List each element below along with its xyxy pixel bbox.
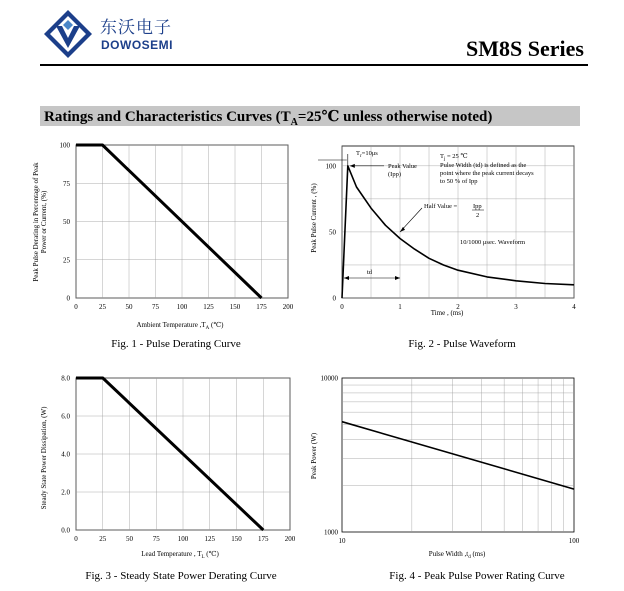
td-arrowhead-right [395,276,400,280]
x-tick-label: 100 [568,537,580,545]
y-tick-label: 10000 [320,374,338,383]
x-tick-label: 2 [456,303,460,311]
y-axis-label: Steady State Power Dissipation, (W) [40,406,48,510]
y-tick-label: 75 [63,179,70,188]
x-tick-label: 0 [74,303,78,311]
x-axis-label: Lead Temperature , $T_L$ (℃) [141,550,219,560]
y-tick-label: 0 [332,294,336,303]
y-axis-label: Peak Power (W) [310,432,318,480]
steady-state-power-chart [0,370,312,566]
y-tick-label: 6.0 [61,412,70,421]
pulse-derating-chart [0,138,312,334]
x-tick-label: 125 [203,303,214,311]
brand-name-english: DOWOSEMI [101,38,173,52]
company-logo [42,8,94,60]
figure-caption: Fig. 1 - Pulse Derating Curve [111,338,241,350]
td-label: td [367,269,373,276]
x-axis-label: Pulse Width $,t_d$ (ms) [428,550,486,560]
x-tick-label: 25 [99,535,107,543]
x-tick-label: 200 [282,303,294,311]
half-value-label: Half Value = [424,203,458,210]
x-tick-label: 150 [231,535,242,543]
figure-caption: Fig. 3 - Steady State Power Derating Curve [85,570,277,582]
x-tick-label: 0 [340,303,344,311]
series-title: SM8S Series [466,36,584,61]
junction-temp-label: $T_j = 25$ ℃ [440,153,468,162]
y-tick-label: 2.0 [61,488,70,497]
pulse-width-note: point where the peak current decays [440,170,534,177]
x-tick-label: 200 [284,535,296,543]
x-tick-label: 50 [126,535,133,543]
peak-value-label: Peak Value [388,162,417,170]
section-title: Ratings and Characteristics Curves ($T_A=25℃$ unless otherwise noted) [44,109,493,128]
pulse-width-note: Pulse Width (td) is defined as the [440,162,527,169]
header-divider [40,64,588,66]
y-tick-label: 0 [66,294,70,303]
x-tick-label: 150 [229,303,241,311]
pulse-width-note: to 50 % of Ipp [440,178,478,185]
x-tick-label: 100 [176,303,188,311]
y-tick-label: 50 [329,228,336,237]
x-tick-label: 175 [258,535,269,543]
x-tick-label: 175 [256,303,267,311]
y-tick-label: 50 [63,218,70,226]
y-tick-label: 100 [59,141,70,150]
y-tick-label: 8.0 [61,374,70,383]
pulse-waveform-chart [312,138,624,334]
x-axis-label: Ambient Temperature $,T_A$ (℃) [136,321,224,331]
peak-arrowhead [350,164,355,168]
x-tick-label: 0 [74,535,78,543]
brand-name-chinese: 东沃电子 [100,18,172,38]
half-value-numerator: Ipp [473,203,482,210]
rise-time-label: $T_r=10\mu s$ [356,150,378,159]
y-tick-label: 4.0 [61,450,70,459]
series-line [342,422,574,489]
td-arrowhead-left [344,276,349,280]
x-tick-label: 1 [398,303,402,311]
y-axis-label: Peak Pulse Current , (%) [310,183,318,253]
peak-power-rating-chart [312,370,624,566]
ylabel-line: Peak Pulse Derating in Percentage of Peak [32,162,40,282]
x-tick-label: 50 [125,303,133,311]
waveform-label: 10/1000 μsec. Waveform [460,239,526,246]
x-tick-label: 3 [514,303,518,311]
figure-caption: Fig. 2 - Pulse Waveform [408,338,516,350]
x-tick-label: 25 [99,303,106,311]
x-tick-label: 75 [152,303,159,311]
ylabel-line: Power or Current, (%) [40,190,48,254]
y-tick-label: 25 [63,256,70,265]
x-tick-label: 75 [152,535,160,543]
y-tick-label: 100 [325,162,336,171]
x-tick-label: 100 [177,535,189,543]
section-banner [40,106,580,126]
peak-value-label: (Ipp) [388,170,401,178]
x-tick-label: 125 [204,535,215,543]
x-tick-label: 4 [572,303,576,311]
y-tick-label: 0.0 [61,526,70,535]
figure-caption: Fig. 4 - Peak Pulse Power Rating Curve [389,570,565,582]
y-tick-label: 1000 [324,528,338,537]
half-value-denominator: 2 [476,212,480,219]
x-tick-label: 10 [338,537,346,545]
x-axis-label: Time , (ms) [430,309,464,317]
